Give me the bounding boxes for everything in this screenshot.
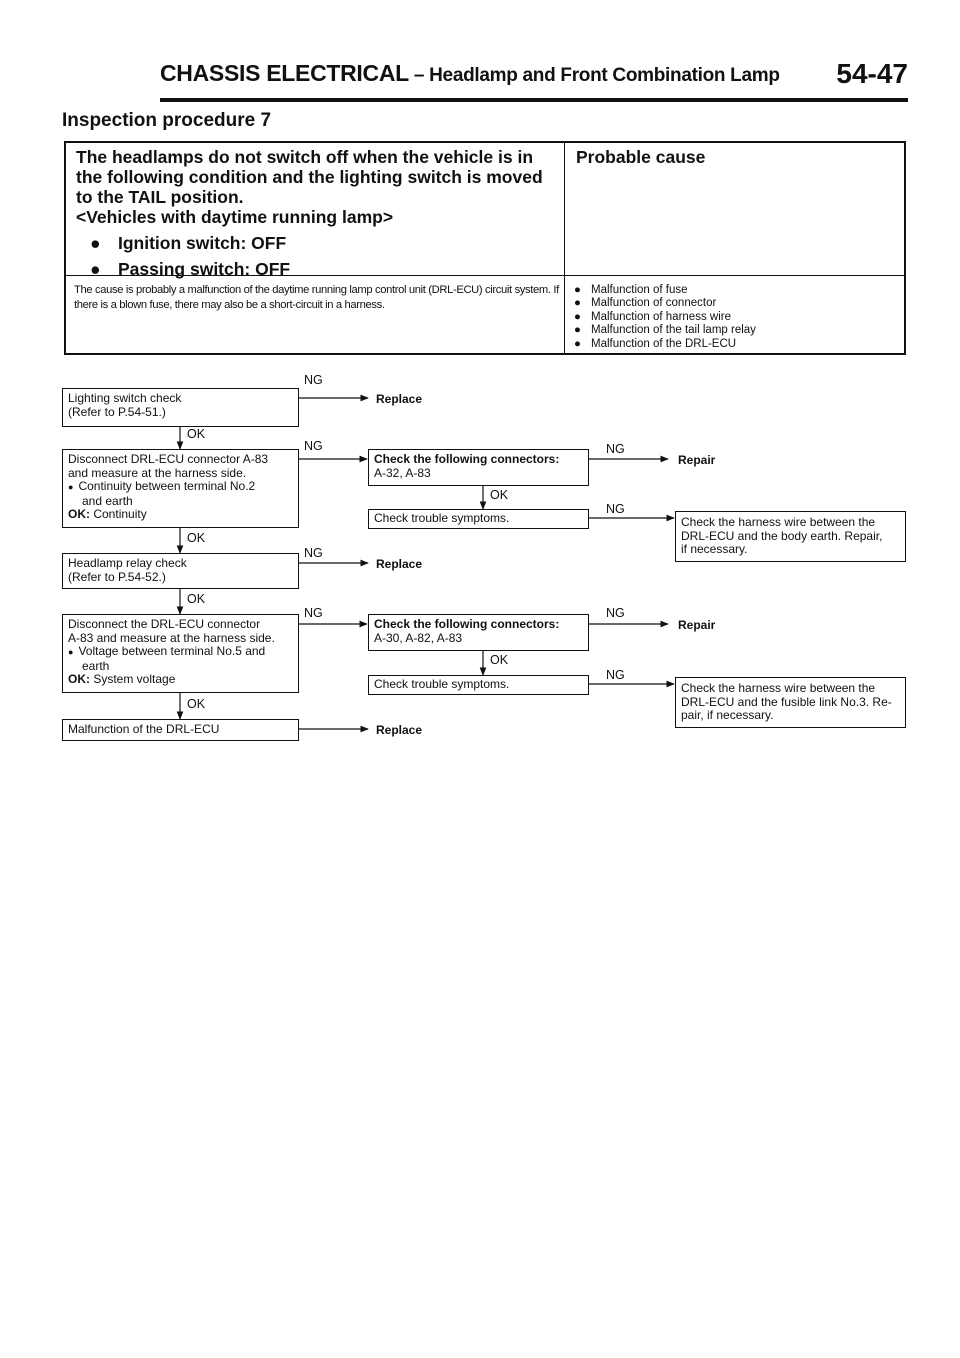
step-ok-criteria [68,673,293,687]
step-continuity-check [62,449,299,528]
symptom-vehicle-note: <Vehicles with daytime running lamp> [76,207,394,227]
step-lighting-switch-check [62,388,299,427]
step-text: Disconnect the DRL-ECU connector [68,617,261,631]
cause-item-text: Malfunction of harness wire [591,310,731,323]
ok-label: OK [187,427,206,441]
step-text: Disconnect DRL-ECU connector A-83 [68,452,269,466]
step-text: Continuity between terminal No.2 [78,479,256,493]
step-text: Check the harness wire between the [681,681,876,695]
step-text: A-83 and measure at the harness side. [68,630,275,645]
step-text: Check trouble symptoms. [374,511,510,525]
ng-label: NG [304,373,323,387]
step-text: Check trouble symptoms. [374,677,510,691]
result-replace: Replace [376,723,423,737]
step-bullet-line [68,645,293,660]
ng-label: NG [304,606,323,620]
step-voltage-check [62,614,299,693]
step-text: and earth [82,493,133,508]
step-text: Malfunction of the DRL-ECU [68,722,220,736]
ng-label: NG [606,606,625,620]
step-text: (Refer to P.54-51.) [68,404,166,419]
cause-item-text: Malfunction of fuse [591,284,688,296]
result-replace: Replace [376,392,423,406]
bullet-icon: ● [68,482,74,492]
ok-value: System voltage [93,672,176,686]
ok-value: Continuity [93,507,147,521]
result-repair: Repair [678,618,716,632]
cause-item-text: Malfunction of connector [591,297,717,310]
step-text: A-30, A-82, A-83 [374,630,463,645]
header-subsection: Headlamp and Front Combination Lamp [429,65,780,86]
ok-label: OK [490,653,509,667]
step-text: A-32, A-83 [374,465,431,480]
procedure-title: Inspection procedure 7 [62,110,272,131]
ok-label: OK: [68,672,90,686]
step-text: DRL-ECU and the fusible link No.3. Re- [681,694,892,709]
step-text: Lighting switch check [68,391,182,405]
cause-item-text: Malfunction of the DRL-ECU [591,337,737,350]
step-harness-fusible-link [675,677,906,728]
step-text: and measure at the harness side. [68,465,247,480]
step-text: DRL-ECU and the body earth. Repair, [681,528,883,543]
step-bullet-line [68,480,293,495]
bullet-icon: ● [574,297,581,310]
step-text: earth [82,658,110,673]
bullet-icon: ● [68,647,74,657]
ok-label: OK [490,488,509,502]
bullet-icon: ● [574,310,581,323]
bullet-icon: ● [574,324,581,337]
step-harness-body-earth [675,511,906,562]
cause-item-text: Malfunction of the tail lamp relay [591,324,756,337]
ng-label: NG [606,502,625,516]
step-text: pair, if necessary. [681,708,774,722]
bullet-icon: ● [90,233,101,253]
step-text: Headlamp relay check [68,556,187,570]
step-text: Voltage between terminal No.5 and [78,644,266,658]
bullet-icon: ● [574,337,581,350]
result-repair: Repair [678,453,716,467]
ng-label: NG [606,668,625,682]
condition-text: Passing switch: OFF [118,259,291,279]
step-connector-check-1 [368,449,589,486]
step-trouble-symptoms-2 [368,675,589,695]
ok-label: OK [187,592,206,606]
ok-label: OK [187,697,206,711]
bullet-icon: ● [90,259,101,279]
header-section: CHASSIS ELECTRICAL [160,60,409,86]
header-dash: – [408,65,430,86]
ng-label: NG [304,546,323,560]
condition-text: Ignition switch: OFF [118,233,287,253]
page-number: 54-47 [836,58,908,89]
step-headlamp-relay-check [62,553,299,589]
step-text: Check the following connectors: [374,617,560,631]
step-text: Check the following connectors: [374,452,560,466]
step-ok-criteria [68,508,293,522]
step-text: Check the harness wire between the [681,515,876,529]
symptom-description: The headlamps do not switch off when the vehicle is in the following condition and the lighting switch is moved to the TAIL position. [76,147,543,207]
ok-label: OK [187,531,206,545]
step-text: (Refer to P.54-52.) [68,569,166,584]
ng-label: NG [304,439,323,453]
cause-description: The cause is probably a malfunction of the daytime running lamp control unit (DRL-ECU) circuit system. If there is a blown fuse, there may also be a short-circuit in a harness. [74,284,559,311]
step-trouble-symptoms-1 [368,509,589,529]
ng-label: NG [606,442,625,456]
step-text: if necessary. [681,542,748,556]
step-connector-check-2 [368,614,589,651]
result-replace: Replace [376,557,423,571]
bullet-icon: ● [574,284,581,296]
ok-label: OK: [68,507,90,521]
step-drl-ecu-malfunction [62,719,299,741]
probable-cause-heading: Probable cause [576,147,706,167]
